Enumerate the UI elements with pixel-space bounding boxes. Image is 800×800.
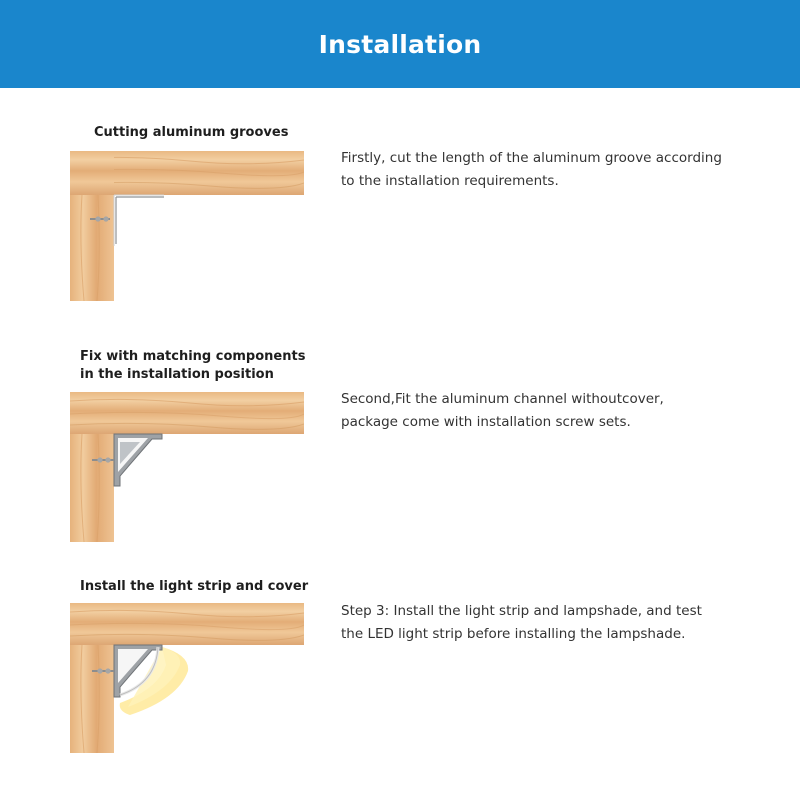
step-description: Firstly, cut the length of the aluminum groove according to the installation requirements. bbox=[341, 150, 722, 189]
step-title: Fix with matching components in the installation position bbox=[80, 349, 306, 382]
page-title: Installation bbox=[318, 29, 482, 59]
illustration-cut-groove bbox=[70, 151, 304, 301]
step-title: Install the light strip and cover bbox=[80, 579, 309, 594]
step-title: Cutting aluminum grooves bbox=[94, 125, 289, 140]
illustration-lit-strip bbox=[70, 603, 304, 753]
step-description: Second,Fit the aluminum channel withoutcover, package come with installation screw sets. bbox=[341, 391, 664, 430]
step-description: Step 3: Install the light strip and lampshade, and test the LED light strip before installing the lampshade. bbox=[341, 603, 702, 642]
illustration-mounted-channel bbox=[70, 392, 304, 542]
page-header bbox=[0, 0, 800, 88]
